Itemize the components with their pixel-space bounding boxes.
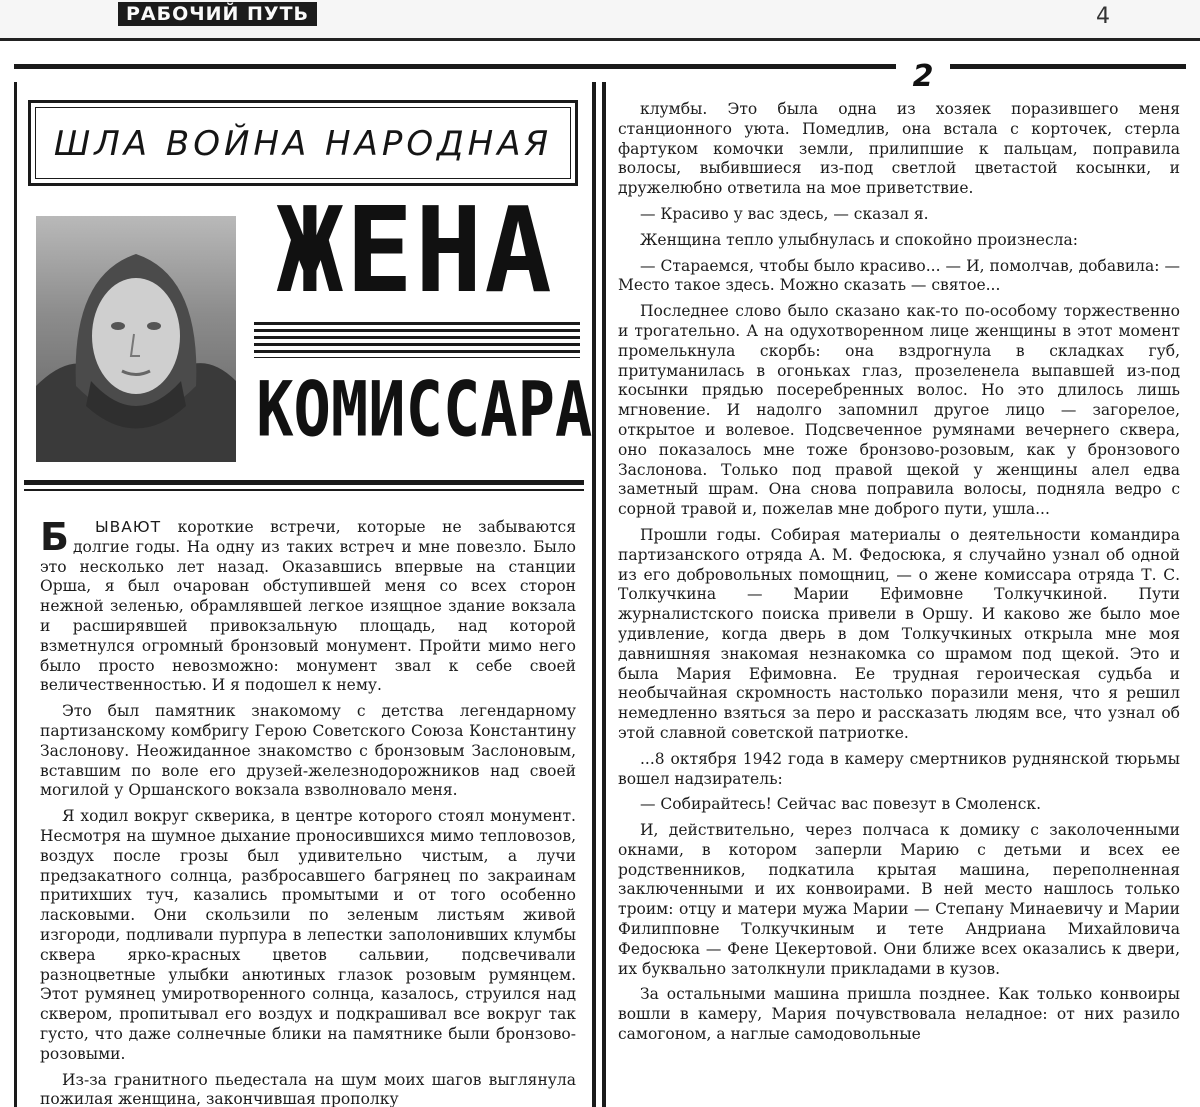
article-paragraph: клумбы. Это была одна из хозяек поразившего меня станционного уюта. Помедлив, она встала с корточек, стерла фартуком комочки земли, прилипшие к пальцам, поправила волосы, выбившиеся из-под светлой цветастой косынки, и дружелюбно ответила на мое приветствие. xyxy=(618,100,1180,198)
article-paragraph: — Собирайтесь! Сейчас вас повезут в Смоленск. xyxy=(640,795,1042,814)
headline-line-2: КОМИССАРА xyxy=(256,365,593,454)
article-paragraph: Последнее слово было сказано как-то по-особому торжественно и трогательно. А на одухотворенном лице женщины в этот момент промелькнула скорбь: она вздрогнула в складках губ, притуманилась в огоньках глаз, прозеленела выпавшей из-под косынки прядью посеребренных волос. Но это длилось лишь мгновение. И надолго запомнил другое лицо — загорелое, открытое и волевое. Подсвеченное румянами вечернего сквера, оно показалось мне тоже бронзово-розовым, как у бронзового Заслонова. Только под правой щекой у женщины алел едва заметный шрам. Она снова поправила волосы, подняла ведро с сорной травой и, пожелав мне доброго пути, ушла... xyxy=(618,302,1180,519)
rubric-box xyxy=(28,100,578,186)
article-paragraph: — Красиво у вас здесь, — сказал я. xyxy=(640,204,929,223)
article-paragraph: ...8 октября 1942 года в камеру смертников руднянской тюрьмы вошел надзиратель: xyxy=(618,749,1180,788)
article-paragraph: Я ходил вокруг скверика, в центре которого стоял монумент. Несмотря на шумное дыхание проносившихся мимо тепловозов, воздух после грозы был удивительно чистым, а лучи предзакатного солнца, разбросавшего багрянец по закраинам притихших туч, казались промытыми и от того особенно ласковыми. Они скользили по зеленым листьям живой изгороди, подливали пурпура в лепестки заполонивших клумбы сквера ярко-красных цветов сальвии, подсвечивали разноцветные улыбки анютиных глазок розовым румянцем. Этот румянец умиротворенного солнца, казалось, струился над сквером, пропитывал его воздух и подкрашивал все вокруг так густо, что даже солнечные блики на памятнике были бронзово-розовыми. xyxy=(40,807,576,1063)
article-paragraph: Прошли годы. Собирая материалы о деятельности командира партизанского отряда А. М. Федосюка, я случайно узнал об одной из его добровольных помощниц, — о жене комиссара отряда Т. С. Толкучкина — Марии Ефимовне Толкучкиной. Пути журналистского поиска привели в Оршу. И каково же было мое удивление, когда дверь в дом Толкучкиных открыла мне моя давнишняя знакомая незнакомка со шрамом под щекой. Это и была Мария Ефимовна. Ее трудная героическая судьба и необычайная скромность настолько поразили меня, что я решил немедленно взяться за перо и рассказать людям все, что узнал об этой славной советской патриотке. xyxy=(618,525,1180,742)
newspaper-title: РАБОЧИЙ ПУТЬ xyxy=(118,2,317,26)
article-paragraph: И, действительно, через полчаса к домику с заколоченными окнами, в котором заперли Марию с детьми и всех ее родственников, подкатила крытая машина, переполненная заключенными и их конвоирами. В ней место нашлось только троим: отцу и матери мужа Марии — Степану Минаевичу и Марии Филипповне Толкучкиным и тете Андриана Михайловича Федосюка — Фене Цекертовой. Они ближе всех оказались к двери, их буквально затолкнули прикладами в кузов. xyxy=(618,821,1180,978)
rubric-title: ШЛА ВОЙНА НАРОДНАЯ xyxy=(53,124,553,164)
rubric-frame xyxy=(35,107,571,179)
left-border-rule xyxy=(14,82,17,1107)
article-paragraph xyxy=(40,518,576,696)
woman-portrait-photo xyxy=(36,216,236,462)
article-paragraph: Женщина тепло улыбнулась и спокойно произнесла: xyxy=(640,230,1078,249)
article-paragraph: За остальными машина пришла позднее. Как только конвоиры вошли в камеру, Мария почувствовала неладное: от них разило самогоном, а наглые самодовольные xyxy=(618,985,1180,1044)
headline-line-1: ЖЕНА xyxy=(276,182,554,320)
headline-hatching xyxy=(254,322,580,358)
article-paragraph: — Стараемся, чтобы было красиво... — И, помолчав, добавила: — Место такое здесь. Можно сказать — святое... xyxy=(618,256,1180,295)
header-rule-thin xyxy=(24,489,584,491)
paragraph-text: короткие встречи, которые не забываются долгие годы. На одну из таких встреч и мне повезло. Было это несколько лет назад. Оказавшись впервые на станции Орша, я был очарован обступившей меня со всех сторон нежной зеленью, обрамлявшей легкое изящное здание вокзала и расширявшей привокзальную площадь, над которой взметнулся огромный бронзовый монумент. Пройти мимо него было просто невозможно: монумент звал к себе своей величественностью. И я подошел к нему. xyxy=(40,518,576,695)
lead-word: ЫВАЮТ xyxy=(94,518,162,536)
header-rule-thick xyxy=(24,480,584,485)
portrait-icon xyxy=(36,216,236,462)
page-number: 2 xyxy=(896,60,950,94)
article-paragraph: Это был памятник знакомому с детства легендарному партизанскому комбригу Герою Советского Союза Константину Заслонову. Неожиданное знакомство с бронзовым Заслоновым, вставшим по воле его друзей-железнодорожников над своей могилой у Оршанского вокзала взволновало меня. xyxy=(40,702,576,800)
masthead-bar xyxy=(0,0,1200,41)
article-column-left xyxy=(40,518,576,1107)
article-paragraph: Из-за гранитного пьедестала на шум моих шагов выглянула пожилая женщина, закончившая прополку xyxy=(40,1070,576,1107)
top-rule xyxy=(14,64,1186,69)
column-rule-right xyxy=(602,82,606,1107)
clip-page-number: 4 xyxy=(1096,4,1110,29)
column-rule-left xyxy=(592,82,596,1107)
article-column-right xyxy=(618,100,1180,1107)
drop-cap: Б xyxy=(40,518,69,559)
